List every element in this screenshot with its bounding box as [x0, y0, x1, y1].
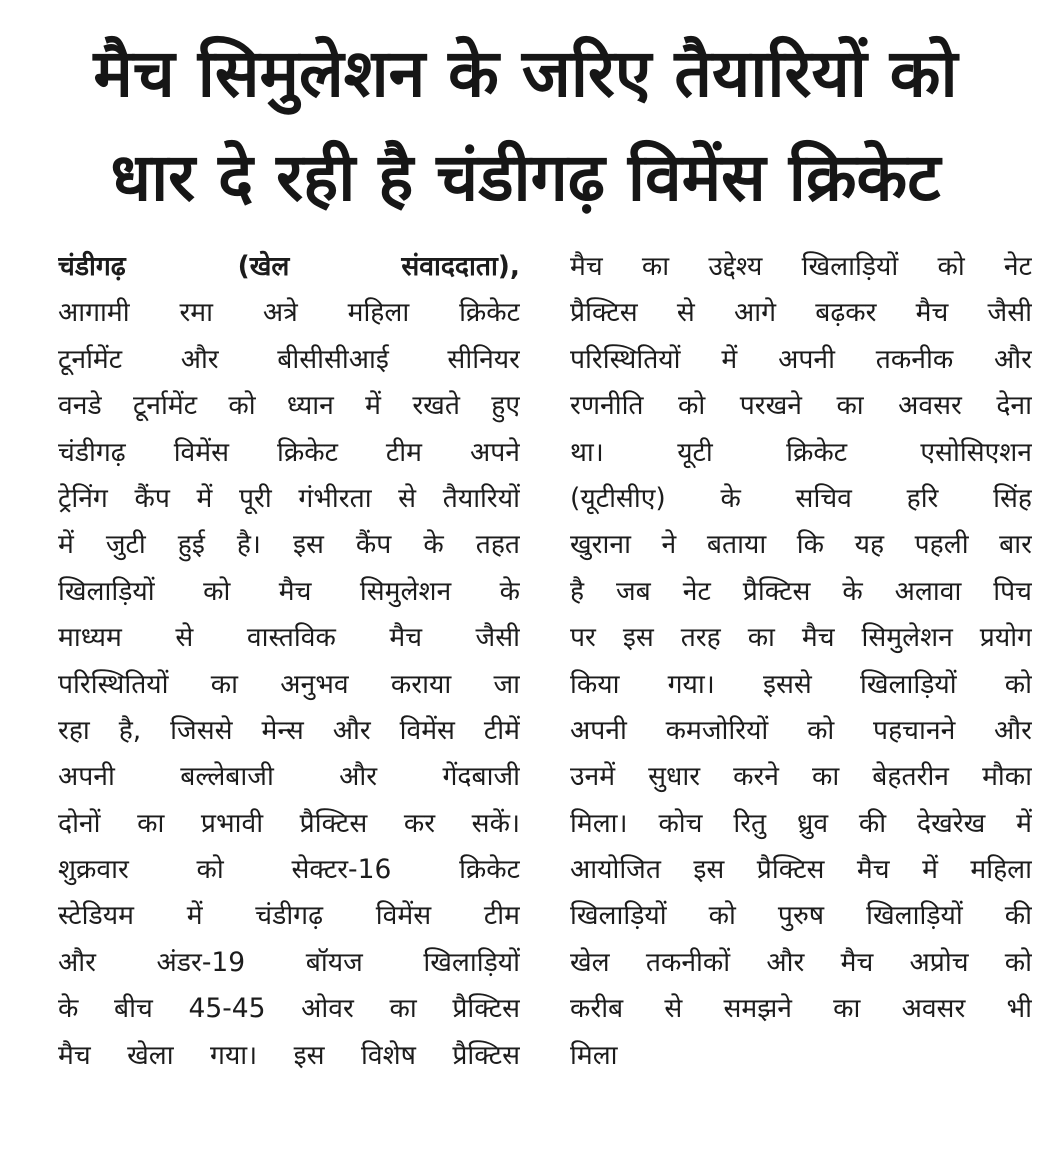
article-line: किया गया। इससे खिलाड़ियों को [570, 668, 1032, 700]
article-line: स्टेडियम में चंडीगढ़ विमेंस टीम [58, 900, 520, 932]
article-line: रणनीति को परखने का अवसर देना [570, 390, 1032, 422]
article-line: मैच खेला गया। इस विशेष प्रैक्टिस [58, 1039, 520, 1071]
article-dateline: चंडीगढ़ (खेल संवाददाता), [58, 251, 520, 282]
article-line: मिला [570, 1039, 618, 1071]
article-line: रहा है, जिससे मेन्स और विमेंस टीमें [58, 714, 520, 746]
article-line: चंडीगढ़ विमेंस क्रिकेट टीम अपने [58, 436, 520, 468]
article-line: मिला। कोच रितु ध्रुव की देखरेख में [570, 807, 1032, 839]
article-line: आगामी रमा अत्रे महिला क्रिकेट [58, 297, 520, 329]
article-line: प्रैक्टिस से आगे बढ़कर मैच जैसी [570, 297, 1032, 329]
headline-line-1: मैच सिमुलेशन के जरिए तैयारियों को [93, 35, 958, 112]
article-line: करीब से समझने का अवसर भी [570, 993, 1032, 1025]
article-line: खिलाड़ियों को पुरुष खिलाड़ियों की [570, 900, 1032, 932]
article-line: उनमें सुधार करने का बेहतरीन मौका [570, 761, 1032, 793]
article-line: पर इस तरह का मैच सिमुलेशन प्रयोग [570, 622, 1032, 654]
article-line: टूर्नामेंट और बीसीसीआई सीनियर [58, 343, 520, 375]
article-line: (यूटीसीए) के सचिव हरि सिंह [570, 482, 1032, 514]
headline [0, 22, 1051, 230]
article-line: खेल तकनीकों और मैच अप्रोच को [570, 946, 1032, 978]
headline-line-2: धार दे रही है चंडीगढ़ विमेंस क्रिकेट [110, 139, 941, 216]
article-line: में जुटी हुई है। इस कैंप के तहत [58, 529, 520, 561]
article-column-left [58, 244, 520, 1079]
article-line: आयोजित इस प्रैक्टिस मैच में महिला [570, 854, 1032, 886]
article-column-right [570, 244, 1032, 1079]
article-line: अपनी बल्लेबाजी और गेंदबाजी [58, 761, 520, 793]
article-line: खिलाड़ियों को मैच सिमुलेशन के [58, 575, 520, 607]
article-line: खुराना ने बताया कि यह पहली बार [570, 529, 1032, 561]
article-line: मैच का उद्देश्य खिलाड़ियों को नेट [570, 251, 1032, 282]
article-line: वनडे टूर्नामेंट को ध्यान में रखते हुए [58, 390, 520, 422]
article-line: परिस्थितियों का अनुभव कराया जा [58, 668, 520, 700]
article-line: ट्रेनिंग कैंप में पूरी गंभीरता से तैयारियों [58, 482, 520, 514]
article-line: और अंडर-19 बॉयज खिलाड़ियों [58, 946, 520, 978]
article-line: के बीच 45-45 ओवर का प्रैक्टिस [58, 993, 520, 1025]
article-line: अपनी कमजोरियों को पहचानने और [570, 714, 1032, 746]
article-line: है जब नेट प्रैक्टिस के अलावा पिच [570, 575, 1032, 607]
article-line: माध्यम से वास्तविक मैच जैसी [58, 622, 520, 654]
article-line: था। यूटी क्रिकेट एसोसिएशन [570, 436, 1032, 468]
article-line: परिस्थितियों में अपनी तकनीक और [570, 343, 1032, 375]
article-line: दोनों का प्रभावी प्रैक्टिस कर सकें। [58, 807, 520, 839]
article-line: शुक्रवार को सेक्टर-16 क्रिकेट [58, 854, 520, 886]
